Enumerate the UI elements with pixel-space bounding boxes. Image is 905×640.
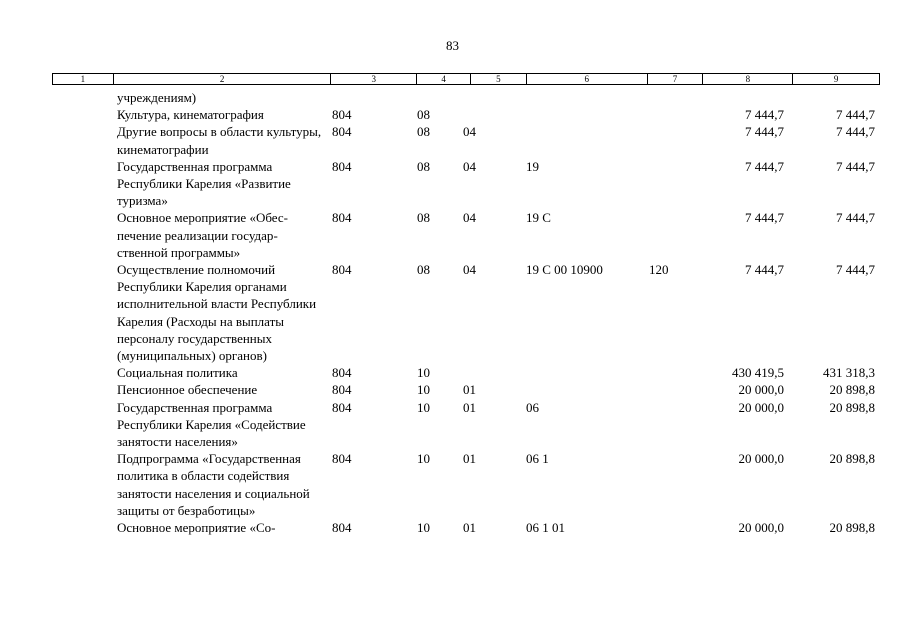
- cell-c6: 19 С: [526, 210, 551, 226]
- cell-name: Другие вопросы в области культуры, кинематографии: [117, 124, 322, 157]
- cell-c4: 08: [417, 262, 430, 278]
- cell-c8: 20 000,0: [738, 399, 784, 415]
- cell-name: Государственная программа Республики Карелия «Содействие занятости населения»: [117, 399, 306, 450]
- cell-c3: 804: [332, 520, 352, 536]
- table-row: [0, 106, 905, 123]
- cell-c3: 804: [332, 382, 352, 398]
- cell-name: Культура, кинематография: [117, 107, 264, 123]
- cell-name: Основное мероприятие «Со-: [117, 520, 276, 536]
- cell-c5: 01: [463, 451, 476, 467]
- cell-c4: 10: [417, 451, 430, 467]
- cell-c8: 7 444,7: [745, 124, 784, 140]
- table-row: [0, 158, 905, 210]
- header-col-5: 5: [470, 74, 526, 84]
- cell-c5: 04: [463, 210, 476, 226]
- cell-c8: 7 444,7: [745, 158, 784, 174]
- table-row: [0, 261, 905, 364]
- header-col-3: 3: [330, 74, 416, 84]
- page-number: 83: [446, 38, 459, 53]
- cell-c4: 10: [417, 365, 430, 381]
- cell-name: Пенсионное обеспечение: [117, 382, 258, 398]
- cell-c8: 7 444,7: [745, 107, 784, 123]
- cell-c9: 7 444,7: [836, 107, 875, 123]
- cell-c6: 06 1: [526, 451, 549, 467]
- table-row: [0, 450, 905, 519]
- cell-c9: 20 898,8: [829, 520, 875, 536]
- table-row: [0, 123, 905, 157]
- cell-c8: 20 000,0: [738, 382, 784, 398]
- cell-name: Основное мероприятие «Обеспечение реализации государственной программы»: [117, 210, 288, 260]
- cell-name: Подпрограмма «Государственная политика в области содействия занятости населения и социальной защиты от безработицы»: [117, 451, 310, 518]
- cell-c4: 10: [417, 399, 430, 415]
- header-col-7: 7: [647, 74, 703, 84]
- cell-c9: 20 898,8: [829, 382, 875, 398]
- cell-c8: 20 000,0: [738, 520, 784, 536]
- table-body: [0, 89, 905, 536]
- header-col-2: 2: [113, 74, 330, 84]
- cell-c8: 7 444,7: [745, 262, 784, 278]
- cell-c7: 120: [649, 262, 669, 278]
- cell-c8: 7 444,7: [745, 210, 784, 226]
- cell-c9: 431 318,3: [823, 365, 875, 381]
- cell-c4: 08: [417, 158, 430, 174]
- cell-c5: 04: [463, 124, 476, 140]
- cell-name: Социальная политика: [117, 365, 238, 381]
- cell-c4: 10: [417, 382, 430, 398]
- cell-c3: 804: [332, 158, 352, 174]
- table-row: [0, 89, 905, 106]
- table-row: [0, 399, 905, 451]
- cell-c4: 10: [417, 520, 430, 536]
- header-col-9: 9: [792, 74, 879, 84]
- cell-c6: 19 С 00 10900: [526, 262, 603, 278]
- table-header: [52, 73, 880, 85]
- cell-c3: 804: [332, 399, 352, 415]
- cell-c3: 804: [332, 107, 352, 123]
- cell-c6: 06 1 01: [526, 520, 565, 536]
- cell-c4: 08: [417, 210, 430, 226]
- cell-c5: 01: [463, 520, 476, 536]
- header-col-8: 8: [702, 74, 792, 84]
- cell-c9: 20 898,8: [829, 451, 875, 467]
- cell-c9: 7 444,7: [836, 210, 875, 226]
- cell-c5: 04: [463, 262, 476, 278]
- cell-name: Государственная программа Республики Карелия «Развитие туризма»: [117, 158, 291, 209]
- table-row: [0, 519, 905, 536]
- table-row: [0, 209, 905, 261]
- table-row: [0, 364, 905, 381]
- cell-c6: 19: [526, 158, 539, 174]
- cell-c3: 804: [332, 124, 352, 140]
- cell-c9: 7 444,7: [836, 262, 875, 278]
- cell-c9: 7 444,7: [836, 158, 875, 174]
- cell-c9: 7 444,7: [836, 124, 875, 140]
- cell-c3: 804: [332, 210, 352, 226]
- cell-c6: 06: [526, 399, 539, 415]
- cell-c9: 20 898,8: [829, 399, 875, 415]
- cell-c5: 04: [463, 158, 476, 174]
- cell-c4: 08: [417, 124, 430, 140]
- cell-c8: 430 419,5: [732, 365, 784, 381]
- cell-name: учреждениям): [117, 90, 197, 105]
- cell-c4: 08: [417, 107, 430, 123]
- cell-c8: 20 000,0: [738, 451, 784, 467]
- cell-c5: 01: [463, 399, 476, 415]
- header-col-4: 4: [416, 74, 470, 84]
- cell-c5: 01: [463, 382, 476, 398]
- cell-c3: 804: [332, 365, 352, 381]
- header-col-1: 1: [80, 74, 86, 84]
- cell-c3: 804: [332, 262, 352, 278]
- table-row: [0, 381, 905, 398]
- cell-c3: 804: [332, 451, 352, 467]
- cell-name: Осуществление полномочий Республики Карелия органами исполнительной власти Республики Карелия (Расходы на выплаты персоналу государственных (муниципальных) органов): [117, 262, 317, 364]
- header-col-6: 6: [526, 74, 647, 84]
